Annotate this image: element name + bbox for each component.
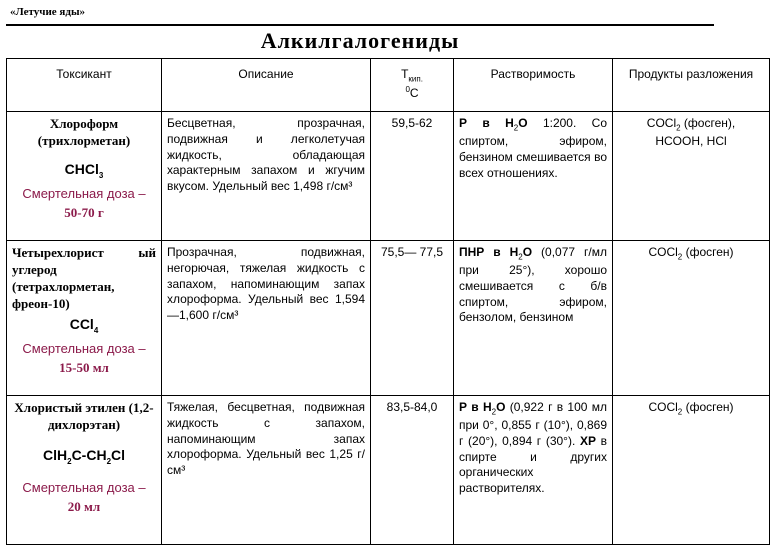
lethal-dose-label: Смертельная доза –	[22, 480, 146, 496]
toxicant-formula: CHCl$_3$	[64, 160, 104, 180]
cell-solubility: Р в $Н_2О$ 1:200. Со спиртом, эфиром, бензином смешивается во всех отношениях.	[454, 112, 613, 241]
header-divider	[6, 24, 714, 26]
cell-toxicant	[7, 241, 162, 396]
toxicant-name: Четырехлорист ый углерод (тетрахлорметан, фреон-10)	[12, 245, 156, 311]
lethal-dose-value: 15-50 мл	[59, 360, 109, 376]
toxicant-formula: CCl$_4$	[69, 315, 99, 335]
cell-description: Тяжелая, бесцветная, подвижная жидкость с запахом, напоминающим запах хлороформа. Удельный вес 1,25 г/см³	[162, 396, 371, 545]
cell-boiling-temp: 75,5— 77,5	[371, 241, 454, 396]
page-title: Алкилгалогениды	[260, 28, 460, 53]
cell-description: Бесцветная, прозрачная, подвижная и легколетучая жидкость, обладающая характерным запахом и жгучим вкусом. Удельный вес 1,498 г/см³	[162, 112, 371, 241]
cell-description: Прозрачная, подвижная, негорючая, тяжелая жидкость с запахом, напоминающим запах хлороформа. Удельный вес 1,594—1,600 г/см³	[162, 241, 371, 396]
temp-subscript: кип.	[408, 74, 423, 84]
cell-boiling-temp: 83,5-84,0	[371, 396, 454, 545]
cell-boiling-temp: 59,5-62	[371, 112, 454, 241]
table-row	[7, 241, 770, 396]
lethal-dose-value: 20 мл	[67, 499, 101, 515]
temp-symbol: Т	[401, 67, 409, 81]
col-header-boiling-temp	[371, 59, 454, 112]
table-header-row	[7, 59, 770, 112]
table-row	[7, 396, 770, 545]
col-header-toxicant: Токсикант	[7, 59, 162, 112]
cell-solubility: ПНР в $Н_2О$ (0,077 г/мл при 25°), хорошо смешивается с б/в спиртом, эфиром, бензолом, бензином	[454, 241, 613, 396]
cell-products: COCl$_2$ (фосген), HCOOH, HCl	[613, 112, 770, 241]
cell-solubility: Р в $Н_2О$ (0,922 г в 100 мл при 0°, 0,855 г (10°), 0,869 г (20°), 0,894 г (30°). ХР в спирте и других органических растворителях.	[454, 396, 613, 545]
cell-toxicant	[7, 112, 162, 241]
toxicant-name: Хлороформ (трихлорметан)	[37, 116, 131, 148]
temp-unit: С	[409, 85, 419, 100]
section-label: «Летучие яды»	[10, 6, 86, 18]
toxicant-name: Хлористый этилен (1,2-дихлорэтан)	[14, 400, 154, 432]
cell-toxicant	[7, 396, 162, 545]
lethal-dose-label: Смертельная доза –	[22, 340, 146, 356]
col-header-solubility: Растворимость	[454, 59, 613, 112]
lethal-dose-value: 50-70 г	[64, 205, 104, 221]
cell-products: COCl$_2$ (фосген)	[613, 396, 770, 545]
toxicant-table	[6, 58, 770, 545]
table-row	[7, 112, 770, 241]
cell-products: COCl$_2$ (фосген)	[613, 241, 770, 396]
col-header-products: Продукты разложения	[613, 59, 770, 112]
col-header-description: Описание	[162, 59, 371, 112]
lethal-dose-label: Смертельная доза –	[22, 186, 146, 202]
temp-degree: 0	[405, 84, 410, 94]
toxicant-formula: $ClH_2C-CH_2Cl$	[42, 446, 126, 466]
